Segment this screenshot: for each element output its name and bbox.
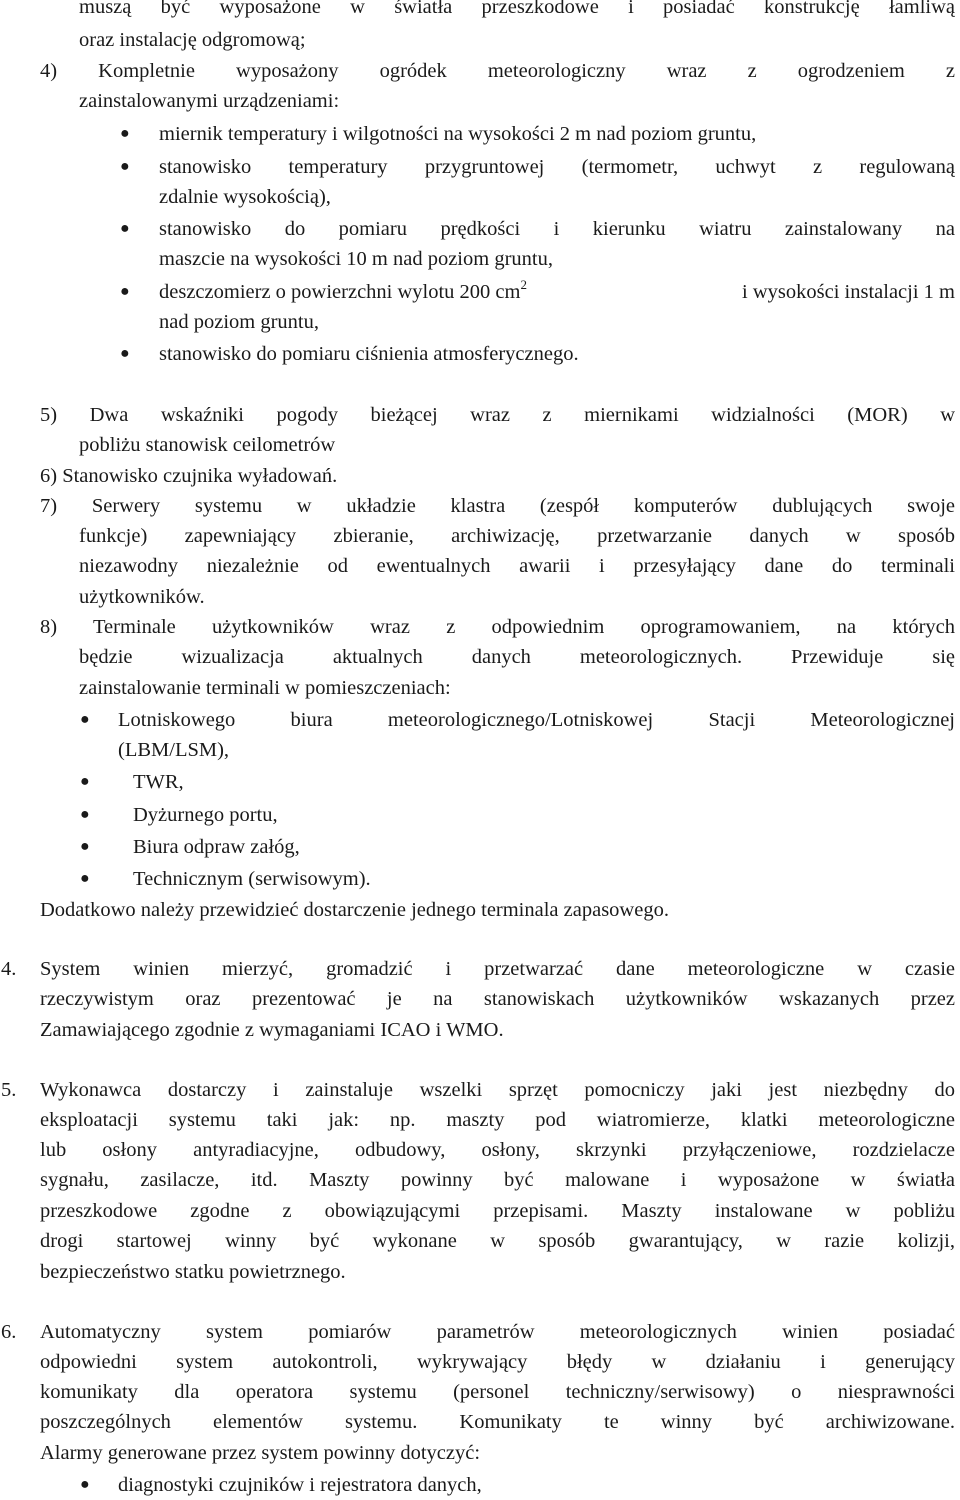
text-run: deszczomierz o powierzchni wylotu 200 cm (159, 281, 521, 303)
bullet-icon: ● (120, 345, 130, 362)
bullet-icon: ● (80, 773, 90, 790)
bullet-icon: ● (120, 220, 130, 237)
bullet-icon: ● (80, 838, 90, 855)
bullet-icon: ● (120, 158, 130, 175)
bullet-icon: ● (120, 125, 130, 142)
section-number: 4. (1, 958, 17, 980)
paragraph-line: bezpieczeństwo statku powietrznego. (40, 1261, 346, 1283)
superscript: 2 (520, 277, 527, 292)
list-item-6: 6) Stanowisko czujnika wyładowań. (40, 465, 338, 487)
bullet-item: diagnostyki czujników i rejestratora danych, (118, 1474, 482, 1496)
bullet-icon: ● (80, 711, 90, 728)
paragraph-line: lub osłony antyradiacyjne, odbudowy, osłony, skrzynki przyłączeniowe, rozdzielacze (40, 1139, 955, 1161)
paragraph-line: funkcje) zapewniający zbieranie, archiwizację, przetwarzanie danych w sposób (79, 525, 955, 547)
bullet-item: stanowisko temperatury przygruntowej (termometr, uchwyt z regulowaną (159, 156, 955, 178)
bullet-icon: ● (80, 870, 90, 887)
text-run (159, 277, 527, 307)
section-4-line: System winien mierzyć, gromadzić i przetwarzać dane meteorologiczne w czasie (40, 958, 955, 980)
bullet-item: stanowisko do pomiaru ciśnienia atmosferycznego. (159, 343, 579, 365)
paragraph-line: przeszkodowe zgodne z obowiązującymi przepisami. Maszty instalowane w pobliżu (40, 1200, 955, 1222)
bullet-item-continuation: (LBM/LSM), (118, 739, 230, 761)
paragraph-line: Dodatkowo należy przewidzieć dostarczenie jednego terminala zapasowego. (40, 899, 669, 921)
bullet-item: miernik temperatury i wilgotności na wysokości 2 m nad poziom gruntu, (159, 123, 757, 145)
paragraph-line: eksploatacji systemu taki jak: np. maszty pod wiatromierze, klatki meteorologiczne (40, 1109, 955, 1131)
bullet-icon: ● (80, 1476, 90, 1493)
paragraph-line: poszczególnych elementów systemu. Komunikaty te winny być archiwizowane. (40, 1411, 955, 1433)
bullet-item: Dyżurnego portu, (133, 804, 278, 826)
paragraph-line: odpowiedni system autokontroli, wykrywający błędy w działaniu i generujący (40, 1351, 955, 1373)
bullet-item-continuation: zdalnie wysokością), (159, 186, 331, 208)
bullet-item: TWR, (133, 771, 184, 793)
text-run: i wysokości instalacji 1 m (742, 281, 955, 303)
paragraph-line: zainstalowanie terminali w pomieszczeniach: (79, 677, 451, 699)
paragraph-line: użytkowników. (79, 586, 205, 608)
bullet-item: Technicznym (serwisowym). (133, 868, 371, 890)
paragraph-line: będzie wizualizacja aktualnych danych meteorologicznych. Przewiduje się (79, 646, 955, 668)
paragraph-line: komunikaty dla operatora systemu (personel techniczny/serwisowy) o niesprawności (40, 1381, 955, 1403)
section-5-line: Wykonawca dostarczy i zainstaluje wszelki sprzęt pomocniczy jaki jest niezbędny do (40, 1079, 955, 1101)
list-item-7: 7) Serwery systemu w układzie klastra (zespół komputerów dublujących swoje (40, 495, 955, 517)
section-number: 6. (1, 1321, 17, 1343)
paragraph-line: muszą być wyposażone w światła przeszkodowe i posiadać konstrukcję łamliwą (79, 0, 955, 18)
list-item-4: 4) Kompletnie wyposażony ogródek meteorologiczny wraz z ogrodzeniem z (40, 60, 955, 82)
bullet-icon: ● (120, 283, 130, 300)
paragraph-line: sygnału, zasilacze, itd. Maszty powinny być malowane i wyposażone w światła (40, 1169, 955, 1191)
section-number: 5. (1, 1079, 17, 1101)
list-item-5: 5) Dwa wskaźniki pogody bieżącej wraz z miernikami widzialności (MOR) w (40, 404, 955, 426)
bullet-item-continuation: maszcie na wysokości 10 m nad poziom gruntu, (159, 248, 553, 270)
paragraph-line: Zamawiającego zgodnie z wymaganiami ICAO i WMO. (40, 1019, 504, 1041)
section-6-line: Automatyczny system pomiarów parametrów meteorologicznych winien posiadać (40, 1321, 955, 1343)
bullet-item: Lotniskowego biura meteorologicznego/Lotniskowej Stacji Meteorologicznej (118, 709, 955, 731)
paragraph-line: zainstalowanymi urządzeniami: (79, 90, 340, 112)
bullet-item: Biura odpraw załóg, (133, 836, 300, 858)
bullet-icon: ● (80, 806, 90, 823)
list-item-8: 8) Terminale użytkowników wraz z odpowiednim oprogramowaniem, na których (40, 616, 955, 638)
paragraph-line: drogi startowej winny być wykonane w sposób gwarantujący, w razie kolizji, (40, 1230, 955, 1252)
paragraph-line: pobliżu stanowisk ceilometrów (79, 434, 336, 456)
paragraph-line: oraz instalację odgromową; (79, 29, 306, 51)
bullet-item-continuation: nad poziom gruntu, (159, 311, 319, 333)
paragraph-line: rzeczywistym oraz prezentować je na stanowiskach użytkowników wskazanych przez (40, 988, 955, 1010)
bullet-item: stanowisko do pomiaru prędkości i kierunku wiatru zainstalowany na (159, 218, 955, 240)
paragraph-line: Alarmy generowane przez system powinny dotyczyć: (40, 1442, 481, 1464)
paragraph-line: niezawodny niezależnie od ewentualnych awarii i przesyłający dane do terminali (79, 555, 955, 577)
bullet-item (159, 277, 955, 307)
